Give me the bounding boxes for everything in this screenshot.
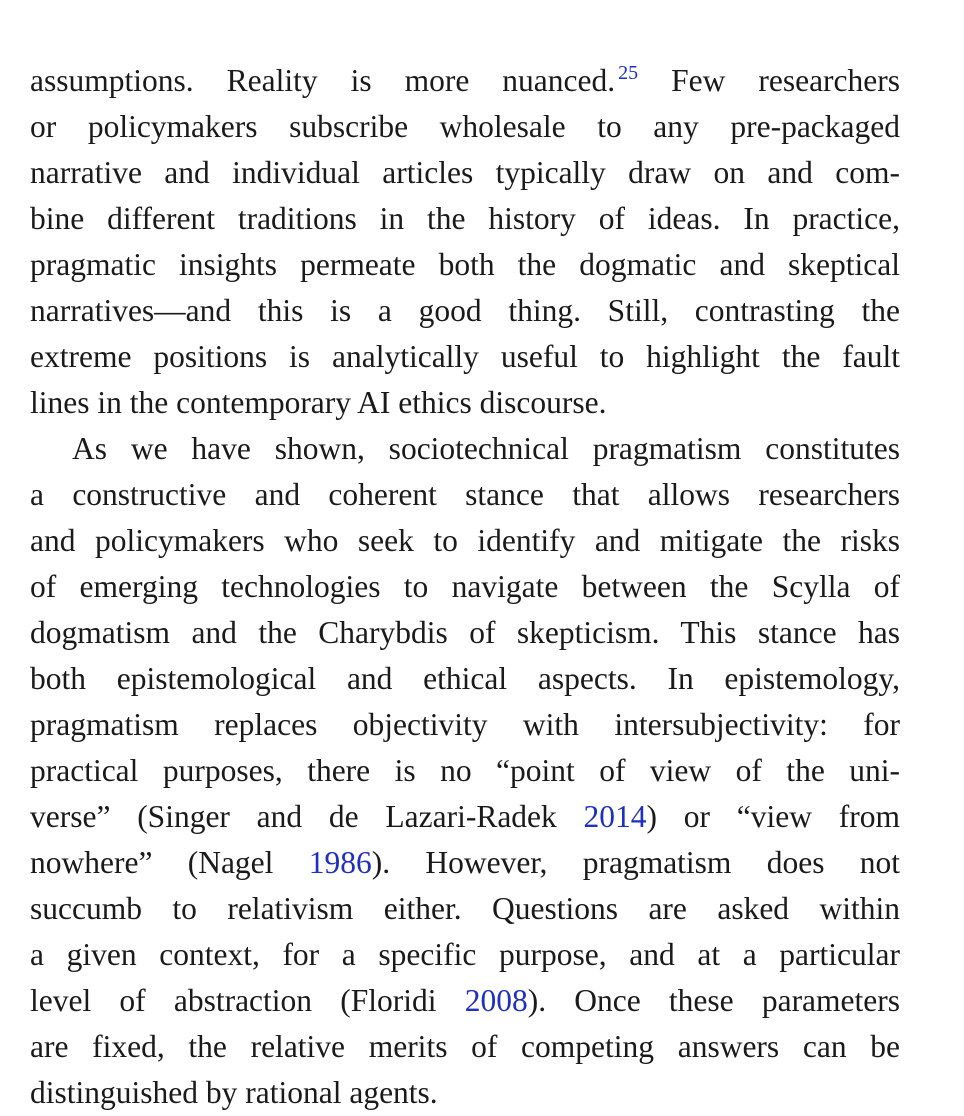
text-line: succumb to relativism either. Questions are asked within	[30, 891, 900, 926]
text-line: of emerging technologies to navigate between the Scylla of	[30, 569, 900, 604]
text-line	[30, 58, 900, 104]
footnote-reference-link[interactable]: 25	[618, 62, 639, 84]
text-run: ). Once these parameters	[527, 983, 901, 1018]
text-line	[30, 840, 900, 886]
text-line	[30, 978, 900, 1024]
text-run: ) or “view from	[646, 799, 900, 834]
text-line: As we have shown, sociotechnical pragmatism constitutes	[72, 431, 900, 466]
text-line: bine different traditions in the history of ideas. In practice,	[30, 201, 900, 236]
text-line: a given context, for a specific purpose, and at a particular	[30, 937, 900, 972]
text-line: a constructive and coherent stance that allows researchers	[30, 477, 900, 512]
text-line: and policymakers who seek to identify and mitigate the risks	[30, 523, 900, 558]
text-run: level of abstraction (Floridi	[30, 983, 465, 1018]
text-line: practical purposes, there is no “point of view of the uni-	[30, 753, 900, 788]
text-line: distinguished by rational agents.	[30, 1075, 438, 1110]
text-line: narratives—and this is a good thing. Still, contrasting the	[30, 293, 900, 328]
text-line: are fixed, the relative merits of competing answers can be	[30, 1029, 900, 1064]
text-line	[30, 794, 900, 840]
text-line: or policymakers subscribe wholesale to any pre-packaged	[30, 109, 900, 144]
paragraph-2	[30, 426, 900, 1116]
text-run: ). However, pragmatism does not	[371, 845, 901, 880]
citation-link-nagel-1986[interactable]: 1986	[308, 845, 372, 880]
text-line: extreme positions is analytically useful to highlight the fault	[30, 339, 900, 374]
text-line: pragmatic insights permeate both the dogmatic and skeptical	[30, 247, 900, 282]
text-line: lines in the contemporary AI ethics discourse.	[30, 385, 607, 420]
citation-link-floridi-2008[interactable]: 2008	[464, 983, 528, 1018]
text-line: both epistemological and ethical aspects. In epistemology,	[30, 661, 900, 696]
citation-link-singer-2014[interactable]: 2014	[583, 799, 647, 834]
text-line: dogmatism and the Charybdis of skepticism. This stance has	[30, 615, 900, 650]
body-text	[30, 58, 900, 1116]
text-line: narrative and individual articles typically draw on and com-	[30, 155, 900, 190]
paragraph-1	[30, 58, 900, 426]
text-run: Few researchers	[638, 63, 900, 98]
text-run: nowhere” (Nagel	[30, 845, 309, 880]
text-line: pragmatism replaces objectivity with intersubjectivity: for	[30, 707, 900, 742]
text-run: verse” (Singer and de Lazari-Radek	[30, 799, 584, 834]
text-run: assumptions. Reality is more nuanced.	[30, 63, 616, 98]
